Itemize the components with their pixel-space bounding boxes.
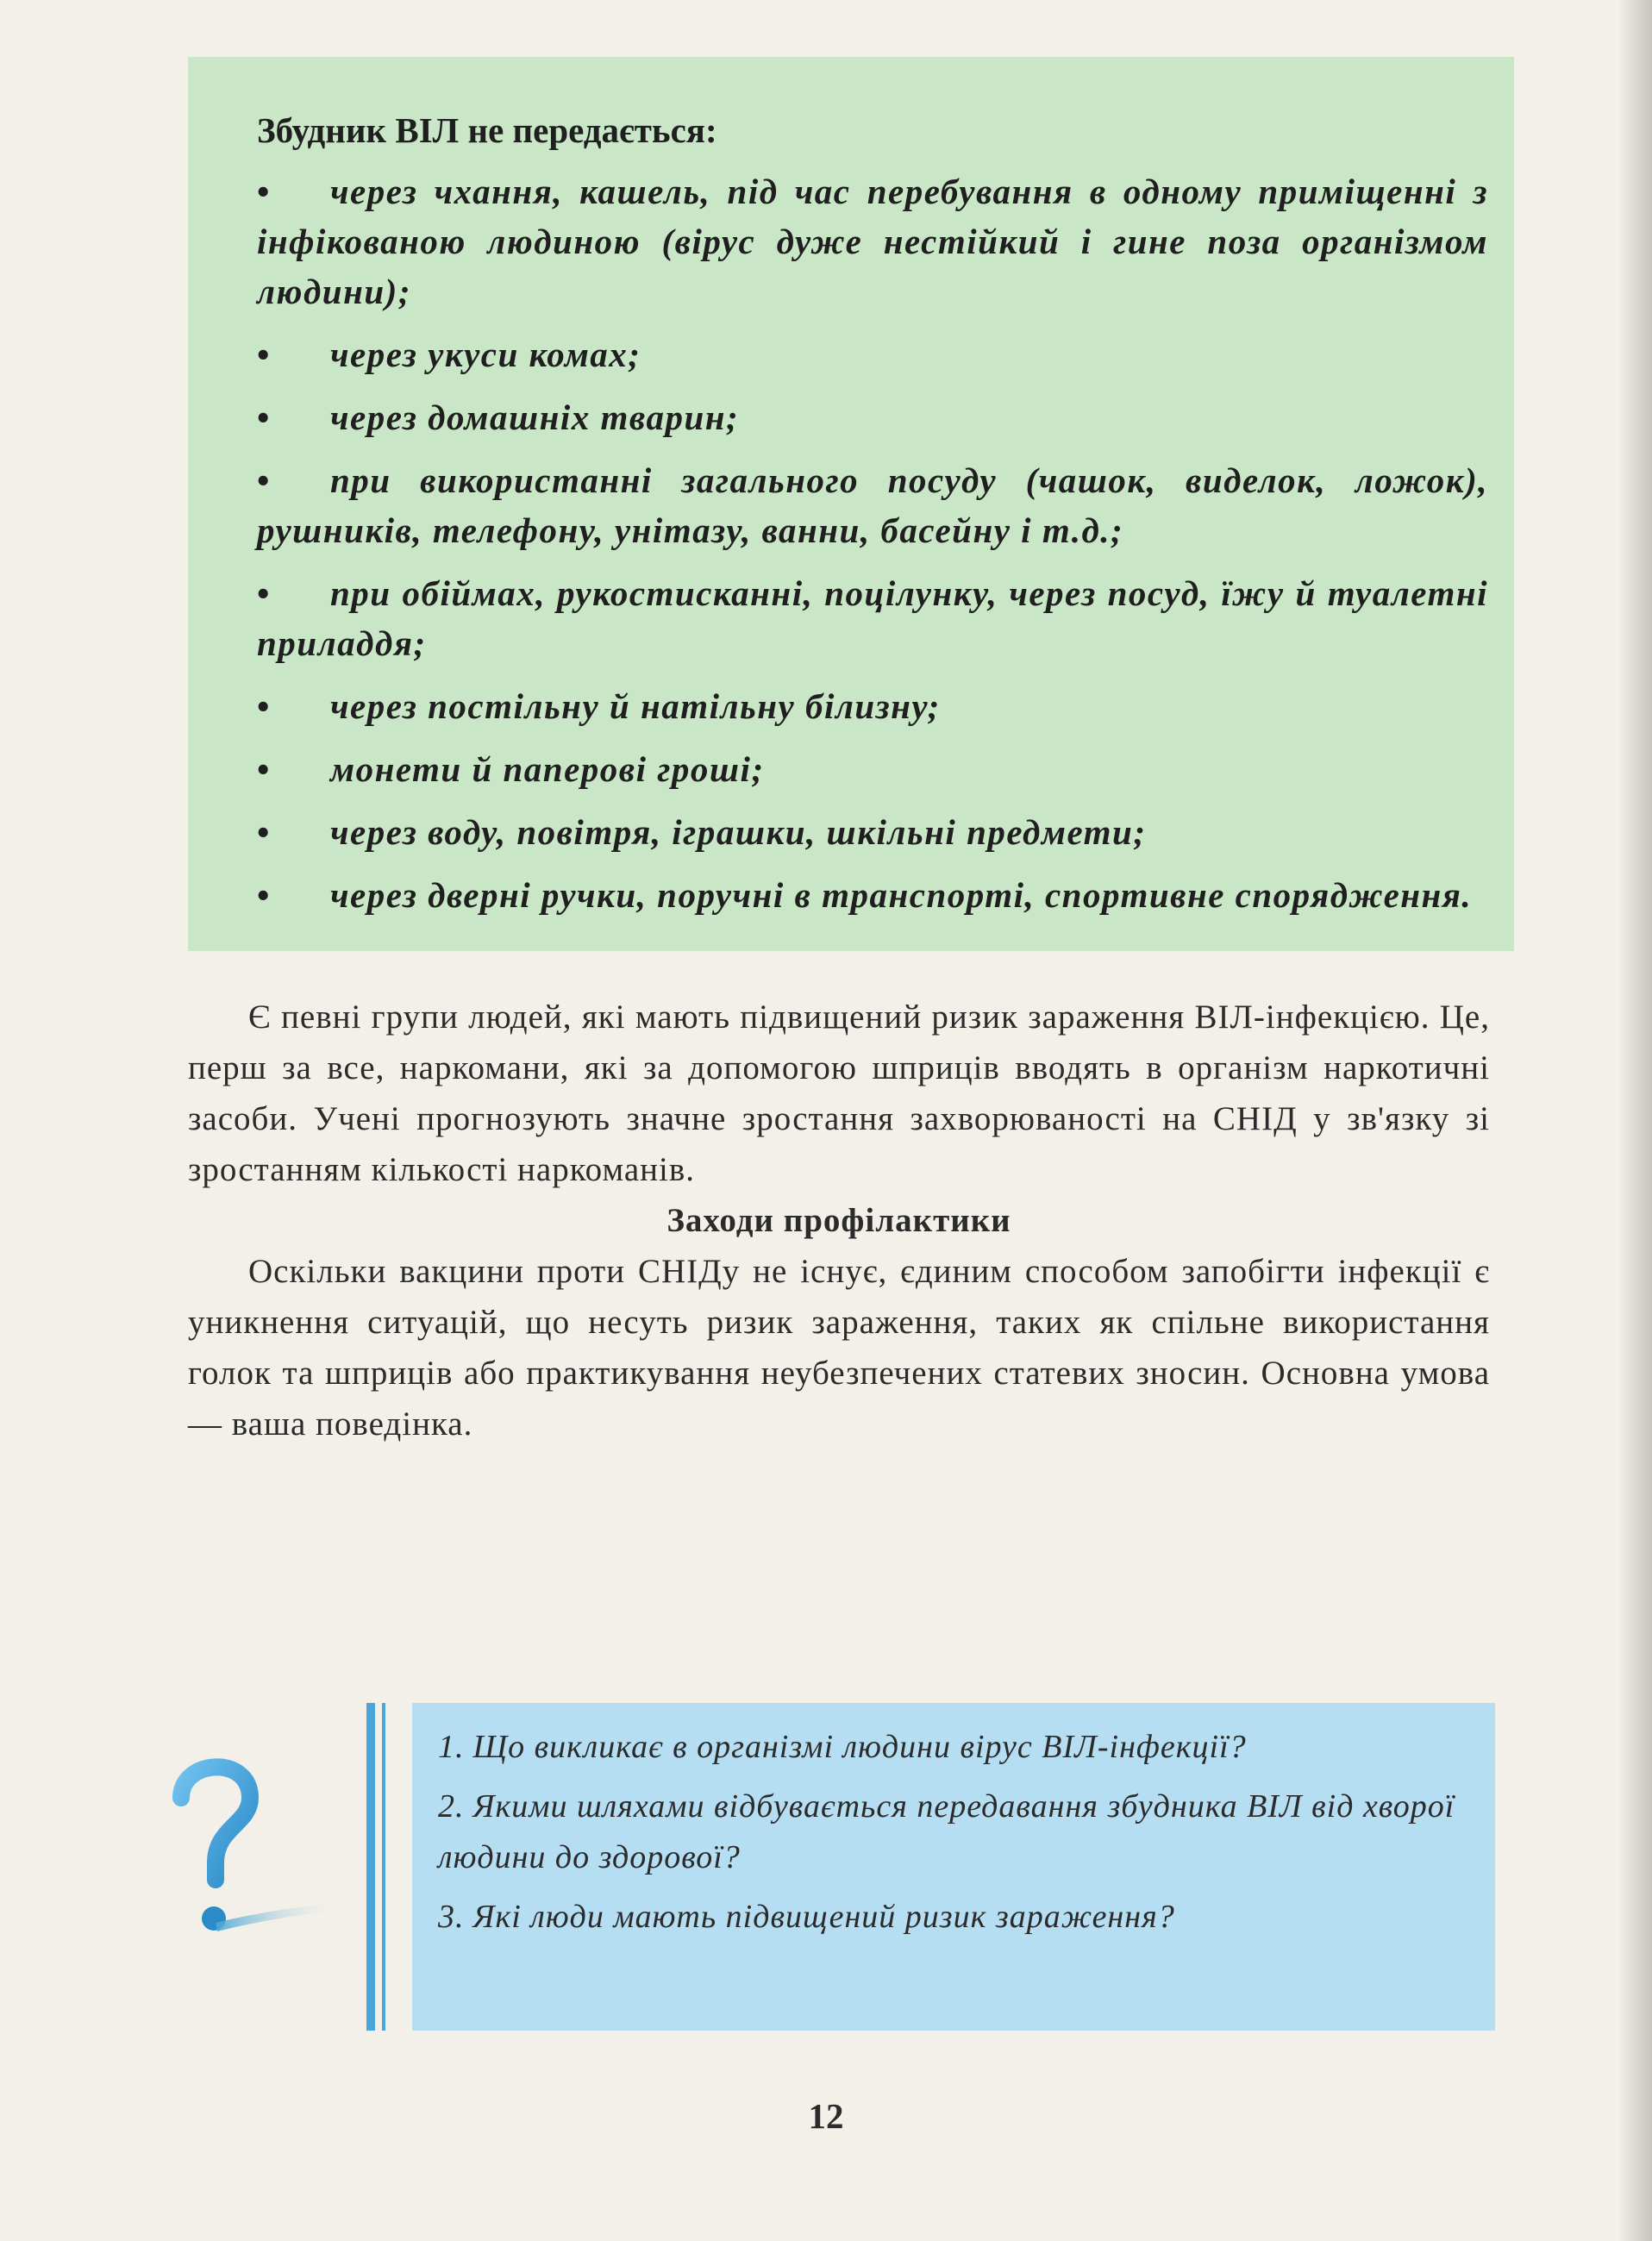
- risk-groups-paragraph: Є певні групи людей, які мають підвищений ризик зараження ВІЛ-інфекцією. Це, перш за все, наркомани, які за допомогою шприців вводять в організм наркотичні засоби. Учені прогнозують значне зростання захворюваності на СНІД у зв'язку зі зростанням кількості наркоманів.: [188, 998, 1490, 1188]
- list-item: • через чхання, кашель, під час перебування в одному приміщенні з інфікованою людиною (вірус дуже нестійкий і гине поза організмом людини);: [257, 166, 1488, 316]
- bullet-icon: •: [257, 460, 271, 500]
- question-mark-icon: [164, 1750, 336, 1949]
- question-item: 1. Що викликає в організмі людини вірус ВІЛ-інфекції?: [438, 1729, 1247, 1765]
- list-item: • через укуси комах;: [257, 329, 1488, 379]
- main-text: [188, 992, 1490, 1449]
- list-item: • через воду, повітря, іграшки, шкільні предмети;: [257, 807, 1488, 857]
- bullet-icon: •: [257, 573, 271, 613]
- bullet-icon: •: [257, 335, 271, 374]
- questions-list: [438, 1722, 1478, 1943]
- question-item: 3. Які люди мають підвищений ризик зараження?: [438, 1899, 1175, 1935]
- bullet-icon: •: [257, 749, 271, 789]
- list-item: • через постільну й натільну білизну;: [257, 681, 1488, 731]
- list-item: • при обіймах, рукостисканні, поцілунку, через посуд, їжу й туалетні приладдя;: [257, 568, 1488, 668]
- prevention-paragraph: Оскільки вакцини проти СНІДу не існує, єдиним способом запобігти інфекції є уникнення ситуацій, що несуть ризик зараження, таких як спільне використання голок та шприців або практикування неубезпечених статевих зносин. Основна умова — ваша поведінка.: [188, 1253, 1490, 1443]
- list-item: • через домашніх тварин;: [257, 392, 1488, 442]
- info-box-title: Збудник ВІЛ не передається:: [257, 110, 717, 150]
- question-item: 2. Якими шляхами відбувається передавання збудника ВІЛ від хворої людини до здорової?: [438, 1788, 1455, 1875]
- bullet-icon: •: [257, 686, 271, 726]
- bullet-icon: •: [257, 397, 271, 437]
- not-transmitted-list: [257, 166, 1488, 920]
- bullet-icon: •: [257, 812, 271, 852]
- page-number: 12: [808, 2096, 844, 2136]
- transmission-info-box: [188, 57, 1514, 951]
- review-questions-box: [412, 1703, 1495, 2031]
- page-edge-shadow: [1618, 0, 1652, 2241]
- list-item: • монети й паперові гроші;: [257, 744, 1488, 794]
- bullet-icon: •: [257, 875, 271, 915]
- questions-accent-bar: [366, 1703, 375, 2031]
- questions-accent-bar-thin: [382, 1703, 385, 2031]
- prevention-heading: Заходи профілактики: [666, 1202, 1011, 1239]
- bullet-icon: •: [257, 172, 271, 211]
- list-item: • через дверні ручки, поручні в транспорті, спортивне спорядження.: [257, 870, 1488, 920]
- list-item: • при використанні загального посуду (чашок, виделок, ложок), рушників, телефону, унітазу, ванни, басейну і т.д.;: [257, 455, 1488, 555]
